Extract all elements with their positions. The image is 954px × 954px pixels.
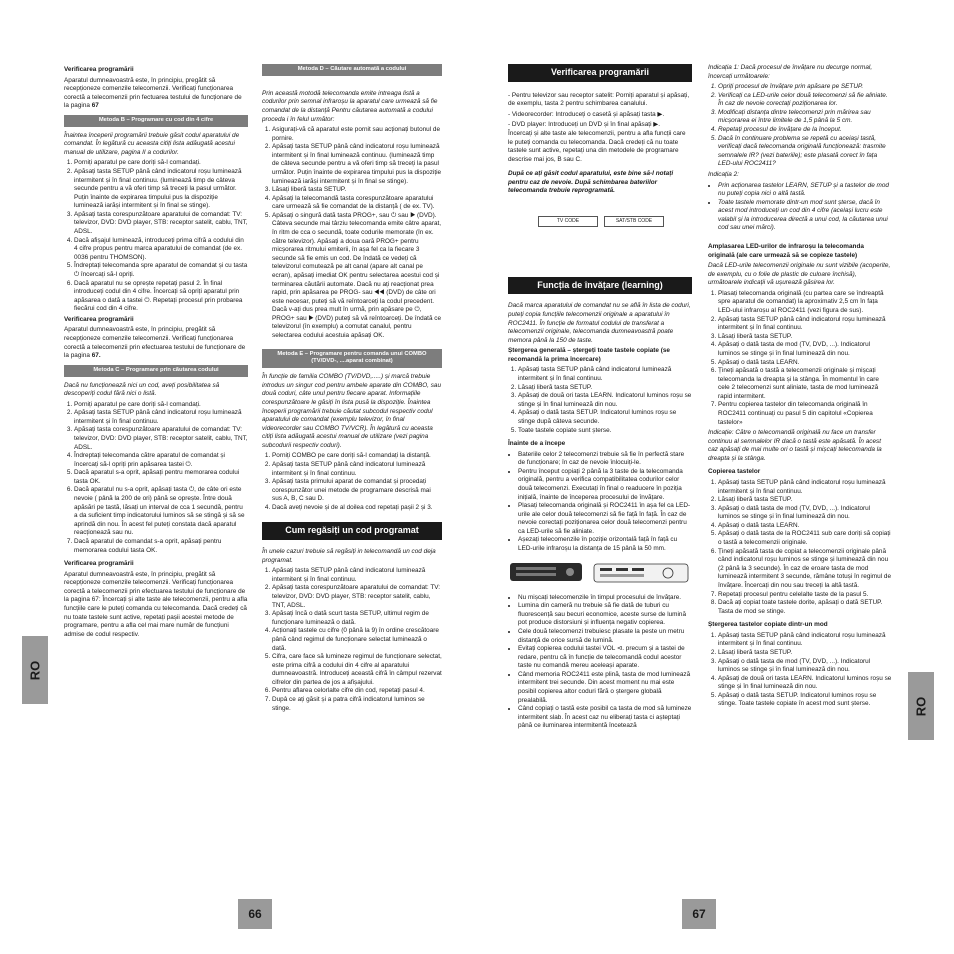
list-item: 2. Apăsați tasta SETUP până când indicatorul roșu luminează intermitent și în final continuu. (luminează timp de câteva secunde pentru a vă oferi timp să treceți la pasul următor. Puțin înainte de expirarea timpului pus la dispoziție luminează iarăși intermitent și în final se stinge). — [74, 168, 248, 211]
intro-method-c: Dacă nu funcționează nici un cod, aveți posibilitatea să descoperiți codul fără nici o listă. — [64, 381, 220, 398]
list-item: 6. Dacă aparatul nu se oprește repetați pasul 2. În final introduceți codul din 4 cifre. Încercați să opriți aparatul prin apăsarea o dată a tastei ⏻. Repetați procesul prin probarea fiecărui cod din 4 cifre. — [74, 280, 248, 314]
code-labels — [538, 216, 692, 227]
list-item: 5. Apăsați o singură dată tasta PROG+, sau ⏻ sau ▶ (DVD). Câteva secunde mai târziu telecomanda emite câtre aparat, în ritm de cca o secundă, toate codurile memorate (în ex. către televizor). Apăsați a doua oară PROG+ pentru micșorarea ritmului emiterii, în așa fel ca la fiecare 3 secunde să fie emis un cod. De îndată ce vedeți că televizorul comutează pe alt canal (apare alt canal pe ecran), apăsați imediat OK pentru selectarea acestui cod și terminarea căutării automate. Dacă nu ați reacționat prea rapid, prin apăsarea pe PROG- sau ◀◀ (DVD) de câte ori este necesar, puteți să vă reîntoarceți la codul precedent. Dacă v-ați dus prea mult în urmă, prin apăsare pe ⏻, PROG+ sau ▶ (DVD) puteți să vă reîntoarceți. De îndată ce televizorul (în exemplu) a comutat canalul, pentru selectarea codului acestuia apăsați OK. — [272, 212, 442, 341]
heading-copy-keys: Copierea tastelor — [708, 468, 761, 476]
list-item: 4. Apăsați de două ori tasta LEARN. Indicatorul luminos roșu se stinge și în final luminează din nou. — [718, 675, 892, 692]
list-before-start — [508, 451, 692, 554]
list-item: 6. Dacă aparatul nu s-a oprit, apăsați tasta ⏻, de câte ori este nevoie ( până la 200 de ori) până se oprește. Între două apăsări pe tastă, lăsați un interval de cca 1 secundă, pentru a da suficient timp indicatorului luminos să se stingă și să se aprindă din nou. În acest fel puteți constata dacă aparatul reacționează sau nu. — [74, 486, 248, 537]
list-item: 3. Lăsați liberă tasta SETUP. — [272, 186, 442, 195]
list-item: 4. Apăsați la telecomandă tasta corespunzătoare aparatului care urmează să fie comandat de la distanță ( de ex. TV). — [272, 195, 442, 212]
paragraph-verify: Încercați și alte taste ale telecomenzii, pentru a afla funcții care le puteți comanda cu telecomanda. Dacă credeți că nu toate tastele sunt active, repetați una din metodele de programare descrise mai jos, B sau C. — [508, 130, 686, 163]
steps-method-e — [262, 452, 442, 512]
list-item: 4. Apăsați o dată tasta SETUP. Indicatorul luminos roșu se stinge după câteva secunde. — [518, 409, 692, 426]
list-item: 4. Dacă aveți nevoie și de al doilea cod repetați pașii 2 și 3. — [272, 504, 442, 513]
list-item: 1. Asigurați-vă că aparatul este pornit sau acționați butonul de pornire. — [272, 126, 442, 143]
band-method-b: Metoda B – Programare cu cod din 4 cifre — [64, 115, 248, 127]
list-item: 1. Apăsați tasta SETUP până când indicatorul luminează intermitent și în final continuu. — [272, 567, 442, 584]
list-item: 2. Verificați ca LED-urile celor două telecomenzi să fie aliniate. În caz de nevoie corectați poziționarea lor. — [718, 92, 892, 109]
list-item: 5. Apăsați o dată tasta LEARN. — [718, 359, 892, 368]
list-item: • Toate tastele memorate dintr-un mod sunt șterse, dacă în acest mod introduceți un cod din 4 cifre (același lucru este valabil și la introducerea directă a unui cod, la căutarea unui cod sau unei mărci). — [718, 199, 892, 233]
list-item: • Plasați telecomanda originală și ROC2411 în așa fel ca LED-urile ale celor două telecomenzi să fie față în față. În caz de nevoie corectați poziționarea celor două telecomenzi pentru ca LED-urile să fie aliniate. — [518, 502, 692, 536]
list-item: 4. Apăsați o dată tasta de mod (TV, DVD, ...). Indicatorul luminos se stinge și în final luminează din nou. — [718, 341, 892, 358]
list-item: 7. Pentru copierea tastelor din telecomanda originală în ROC2411 continuați cu pasul 5 din capitolul «Copierea tastelor» — [718, 401, 892, 427]
steps-delete-mode — [708, 632, 892, 709]
paragraph-verify-3: Aparatul dumneavoastră este, în principiu, pregătit să recepționeze comenzile telecomenzii. Verificați funcționarea corectă a telecomenzii prin efectuarea testului de funcționare de la pagina 67: Încercați și alte taste ale telecomenzii, pentru a afla funcțiile care le puteți comanda cu telecomanda. Dacă credeți că nu toate tastele sunt active, repetați pașii acestei metode de programare, pentru a afla cel mai mare număr de funcțiuni admise de codul respectiv. — [64, 570, 248, 638]
list-item: 1. Apăsați tasta SETUP până când indicatorul roșu luminează intermitent și în final continuu. — [718, 632, 892, 649]
indication-2: Indicația 2: — [708, 170, 739, 178]
list-item: 6. Țineți apăsată tasta de copiat a telecomenzii originale până când indicatorul roșu luminos se stinge și luminează din nou (2 până la 3 secunde). În caz de eroare tasta de mod luminează intermitent 3 secunde, rămâne totuși în regimul de învățare. Încercați din nou sau treceți la altă tastă. — [718, 548, 892, 591]
tv-code-label: TV CODE — [538, 216, 598, 227]
list-item: 3. Apăsați tasta corespunzătoare aparatului de comandat: TV: televizor, DVD: DVD player, STB: receptor satelit, cablu, TNT, ADSL. — [74, 426, 248, 452]
list-item: 3. Apăsați o dată tasta de mod (TV, DVD, ...). Indicatorul luminos se stinge și în final luminează din nou. — [718, 658, 892, 675]
list-item: 2. Apăsați tasta corespunzătoare aparatului de comandat: TV: televizor, DVD: DVD player, STB: receptor satelit, cablu, TNT, ADSL. — [272, 584, 442, 610]
steps-indication-1 — [708, 83, 892, 169]
page-number-left: 66 — [238, 899, 272, 929]
intro-method-d: Prin această motodă telecomanda emite intreaga listă a codurilor prin semnal infraroșu la aparatul care urmează să fie comandat de la distanță Pentru căutarea automată a codului proceda i în felul următor: — [262, 89, 438, 123]
list-item: 4. Repetați procesul de învățare de la început. — [718, 126, 892, 135]
heading-verify-2: Verificarea programării — [64, 315, 134, 323]
list-item: 2. Lăsați liberă tasta SETUP. — [718, 496, 892, 505]
list-item: 6. Țineți apăsată o tastă a telecomenzii originale și mișcați telecomanda la dreapta și la stânga. În momentul în care cele 2 telecomenzi sunt aliniate, tasta de mod luminează rapid intermitent. — [718, 367, 892, 401]
list-item: 2. Apăsați tasta SETUP până când indicatorul roșu luminează intermitent și în final luminează continuu. (luminează timp de câteva secunde pentru a vă oferi timp să treceți la pasul următor. Puțin înainte de expirarea timpului pus la dispoziție luminează iarăși intermitent și în final se stinge). — [272, 143, 442, 186]
list-item: 3. Apăsați tasta primului aparat de comandat și procedați corespunzător unei metode de programare descrisă mai sus A, B, C sau D. — [272, 478, 442, 504]
remotes-alignment-figure — [508, 560, 692, 586]
column-4 — [708, 64, 892, 711]
steps-led-placement — [708, 290, 892, 427]
list-item: 5. Îndreptați telecomanda spre aparatul de comandat și cu tasta ⏻ încercați să-l opriți. — [74, 262, 248, 279]
heading-before-start: Înainte de a începe — [508, 440, 566, 448]
band-find-code: Cum regăsiți un cod programat — [262, 522, 442, 540]
list-item: 3. Lăsați liberă tasta SETUP. — [718, 333, 892, 342]
list-item: • Așezați telecomenzile în poziție orizontală față în față cu LED-urile infraroșu la distanța de 15 până la 50 mm. — [518, 536, 692, 553]
column-1 — [64, 66, 248, 641]
list-item: 5. Cifra, care face să lumineze regimul de funcționare selectat, este prima cifră a codului din 4 cifre al aparatului dumneavoastră. Introduceți această cifră în câmpul rezervat cifrelor din partea de jos a afișajului. — [272, 653, 442, 687]
list-item: • Prin acționarea tastelor LEARN, SETUP și a tastelor de mod nu puteți copia nici o altă tastă. — [718, 182, 892, 199]
list-item: 1. Porniți COMBO pe care doriți să-l comandați la distanță. — [272, 452, 442, 461]
list-item: • Când memoria ROC2411 este plină, tasta de mod luminează intermitent trei secunde. Din acest moment nu mai este posibil copierea altor coduri fără o ștergere globală prealabilă. — [518, 671, 692, 705]
language-tab-right: RO — [908, 672, 934, 740]
paragraph-led-placement: Dacă LED-urile telecomenzii originale nu sunt vizibile (acoperite, de exemplu, cu o folie de plastic de culoare închisă), următoarele indicații vă ușurează găsirea lor. — [708, 262, 891, 287]
list-item: • Pentru început copiați 2 până la 3 taste de la telecomanda originală, pentru a verifica compatibilitatea codurilor celor două telecomenzi. Executați în final o readucere în poziția inițială, înainte de începerea procesului de învățare. — [518, 468, 692, 502]
sat-code-label: SAT/STB CODE — [604, 216, 664, 227]
list-item: 1. Opriți procesul de învățare prin apăsare pe SETUP. — [718, 83, 892, 92]
list-item: 4. Îndreptați telecomanda către aparatul de comandat și încercați să-l opriți prin apăsarea tastei ⏻. — [74, 452, 248, 469]
heading-verify-3: Verificarea programării — [64, 560, 134, 568]
steps-copy-keys — [708, 479, 892, 616]
list-item: 4. Dacă afișajul luminează, introduceți prima cifră a codului din 4 cifre propus pentru marca aparatului de comandat (de ex. 0036 pentru THOMSON). — [74, 237, 248, 263]
list-item: 4. Apăsați o dată tasta LEARN. — [718, 522, 892, 531]
heading-led-placement: Amplasarea LED-urilor de infraroșu la telecomanda originală (ale care urmează să se copieze tastele) — [708, 242, 864, 259]
list-item: 5. Apăsați o dată tasta de la ROC2411 sub care doriți să copiați o tastă a telecomenzii originale. — [718, 530, 892, 547]
band-method-d: Metoda D – Căutare automată a codului — [262, 64, 442, 76]
list-indication-2 — [708, 182, 892, 233]
steps-global-delete — [508, 366, 692, 435]
column-2 — [262, 62, 442, 715]
list-item: 2. Apăsați tasta SETUP până când indicatorul roșu luminează intermitent și în final continuu. — [74, 409, 248, 426]
language-tab-left: RO — [22, 636, 48, 704]
list-item: • Bateriile celor 2 telecomenzi trebuie să fie în perfectă stare de funcționare; în caz de nevoie înlocuiți-le. — [518, 451, 692, 468]
list-item: 2. Lăsați liberă tasta SETUP. — [718, 649, 892, 658]
list-item: 5. Dacă aparatul s-a oprit, apăsați pentru memorarea codului tasta OK. — [74, 469, 248, 486]
list-item: 3. Modificați distanța dintre telecomenzi prin mărirea sau micșorarea ei între limitele de 1,5 până la 5 cm. — [718, 109, 892, 126]
list-item: 2. Apăsați tasta SETUP până când indicatorul roșu luminează intermitent și în final continuu. — [718, 316, 892, 333]
column-3 — [508, 64, 692, 733]
list-item: 5. Apăsați o dată tasta SETUP. Indicatorul luminos roșu se stinge. Toate tastele copiate în acest mod sunt șterse. — [718, 692, 892, 709]
list-item: • Lumina din cameră nu trebuie să fie dată de tuburi cu fluorescență sau becuri economice, aceste surse de lumină pot produce distorsiuni și influența negativ copierea. — [518, 602, 692, 628]
steps-method-c — [64, 401, 248, 555]
list-item: 7. Dacă aparatul de comandat s-a oprit, apăsați pentru memorarea codului tasta OK. — [74, 538, 248, 555]
steps-find-code — [262, 567, 442, 713]
list-item: - Pentru televizor sau receptor satelit: Porniți aparatul și apăsați, de exemplu, tasta 2 pentru schimbarea canalului. — [508, 91, 690, 108]
list-item: 7. Dupâ ce ați găsit și a patra cifră indicatorul luminos se stinge. — [272, 696, 442, 713]
list-item: 2. Apăsați tasta SETUP până când indicatorul luminează intermitent și în final continuu. — [272, 461, 442, 478]
list-item: 3. Apăsați tasta corespunzătoare aparatului de comandat: TV: televizor, DVD: DVD player, STB: receptor satelit, cablu, TNT, ADSL. — [74, 211, 248, 237]
steps-method-d — [262, 126, 442, 340]
list-item: 2. Lăsați liberă tasta SETUP. — [518, 384, 692, 393]
list-item: • Evitați copierea codului tastei VOL ⊲. precum și a tastei de redare, pentru că în funcție de telecomandă codul acestor taste nu comandă mereu aceleași aparate. — [518, 645, 692, 671]
list-item: 3. Apăsați o dată tasta de mod (TV, DVD, ...). Indicatorul luminos se stinge și în final luminează din nou. — [718, 505, 892, 522]
steps-method-b — [64, 159, 248, 313]
list-item: - DVD player: Introduceți un DVD și în final apăsați ▶. — [508, 121, 660, 129]
paragraph-verify-1: Aparatul dumneavoastră este, în principiu, pregătit să recepționeze comenzile telecomenzii. Verificați funcționarea corectă a telecomenzii prin fectuarea testului de funcționare de la pagina 67 — [64, 76, 242, 110]
list-item: 3. Apăsați încă o dată scurt tasta SETUP, ultimul regim de funcționare luminează o dată. — [272, 610, 442, 627]
list-item: 1. Porniți aparatul pe care doriți să-l comandați. — [74, 401, 248, 410]
list-item: 7. Repetați procesul pentru celelalte taste de la pasul 5. — [718, 591, 892, 600]
band-verify: Verificarea programării — [508, 64, 692, 82]
list-item: • Cele două telecomenzi trebuiesc plasate la peste un metru distanță de orice sursă de lumină. — [518, 628, 692, 645]
note-led-placement: Indicație: Către o telecomandă originală nu face un transfer continuu al semnalelor IR dacă o tastă este apăsată. În acest caz apăsați de mai multe ori o tastă și mișcați telecomanda la dreapta și la stânga. — [708, 429, 882, 462]
list-item: 1. Apăsați tasta SETUP până când indicatorul luminează intermitent și în final continuu. — [518, 366, 692, 383]
list-item: 4. Acționați tastele cu cifre (0 până la 9) în ordine crescătoare până când regimul de funcționare selectat luminează o dată. — [272, 627, 442, 653]
heading-global-delete: Ștergerea generală – ștergeți toate tastele copiate (se recomandă la prima încercare) — [508, 347, 670, 363]
list-item: - Videorecorder: Introduceți o casetă și apăsați tasta ▶. — [508, 110, 665, 118]
list-item: 1. Apăsați tasta SETUP până când indicatorul roșu luminează intermitent și în final continuu. — [718, 479, 892, 496]
list-item: • Nu mișcați telecomenzile în timpul procesului de învățare. — [518, 594, 692, 603]
list-item: 5. Toate tastele copiate sunt șterse. — [518, 427, 692, 436]
heading-verify-1: Verificarea programării — [64, 66, 134, 73]
list-item: 3. Apăsați de două ori tasta LEARN. Indicatorul luminos roșu se stinge și în final luminează din nou. — [518, 392, 692, 409]
heading-delete-mode: Ștergerea tastelor copiate dintr-un mod — [708, 621, 828, 629]
list-item: 6. Pentru aflarea celorlalte cifre din cod, repetați pasul 4. — [272, 687, 442, 696]
intro-learning: Dacă marca aparatului de comandat nu se află în lista de coduri, puteți copia funcțiile telecomenzii originale a aparatului în ROC2411. În funcție de formatul codului de transferat a telecomenzii originale, telecomanda dumneavoastră poate memora până la 150 de taste. — [508, 302, 691, 344]
list-item: • Când copiați o tastă este posibil ca tasta de mod să lumineze intermitent slab. În acest caz nu eliberați tasta ci așteptați până ce iluminarea intermitentă încetează — [518, 705, 692, 731]
band-method-e: Metoda E – Programare pentru comanda unui COMBO (TV/DVD-, ....aparat combinat) — [262, 349, 442, 369]
list-item: 1. Plasați telecomanda originală (cu partea care se îndreaptă spre aparatul de comandat) la aproximativ 2,5 cm în fața LED-ului infraroșu al ROC2411 (vezi figura de sus). — [718, 290, 892, 316]
list-item: 8. Dacă ați copiat toate tastele dorite, apăsați o dată SETUP. Tasta de mod se stinge. — [718, 599, 892, 616]
band-method-c: Metoda C – Programare prin căutarea codului — [64, 365, 248, 377]
paragraph-verify-2: Aparatul dumneavoastră este, în principiu, pregătit să recepționeze comenzile telecomenzii. Verificați funcționarea corectă a telecomenzii prin efectuarea testului de funcționare de la pagina 67. — [64, 326, 246, 360]
list-item: 5. Dacă în continuare problema se repetă cu aceiași tastă, verificați dacă telecomanda originală funcționează: trasmite semnalele IR? (vezi bateriile); este plasată corect în fața LED-ului ROC2411? — [718, 135, 892, 169]
list-learning-tips — [508, 594, 692, 731]
band-learning: Funcția de învățare (learning) — [508, 277, 692, 295]
list-item: 1. Porniți aparatul pe care doriți să-l comandați. — [74, 159, 248, 168]
indication-1: Indicația 1: Dacă procesul de învățare nu decurge normal, încercați următoarele: — [708, 64, 873, 80]
page-number-right: 67 — [682, 899, 716, 929]
intro-method-e: În funcție de familia COMBO (TV/DVD,.....) și marcă trebuie introdus un singur cod pentru ambele aparate din COMBO, sau două coduri, câte unul pentru fiecare aparat. Informațiile corespunzătoare le găsiți în lista pusă la dispoziție. Înaintea începerii programării trebuie căutat subcodul respectiv codul aparatului de comandat (exemplu televizor, în final videorecorder sau COMBO TV/VCR). În legătură cu aceasta citiți lista adăugată acestui manual de utilizare (vezi pagina subcodurii respectiv coduri). — [262, 373, 442, 449]
note-codes: După ce ați găsit codul aparatului, este bine să-l notați pentru caz de nevoie. După schimbarea bateriilor telecomanda trebuie reprogramată. — [508, 170, 674, 195]
intro-method-b: Înaintea începerii programării trebuie găsit codul aparatului de comandat. În legătură cu aceasta citiți lista adăugată acestui manual de utilizare, pagina II a codurilor. — [64, 131, 240, 156]
intro-find-code: În unele cazuri trebuie să regăsiți in telecomandă un cod deja programat. — [262, 548, 436, 564]
